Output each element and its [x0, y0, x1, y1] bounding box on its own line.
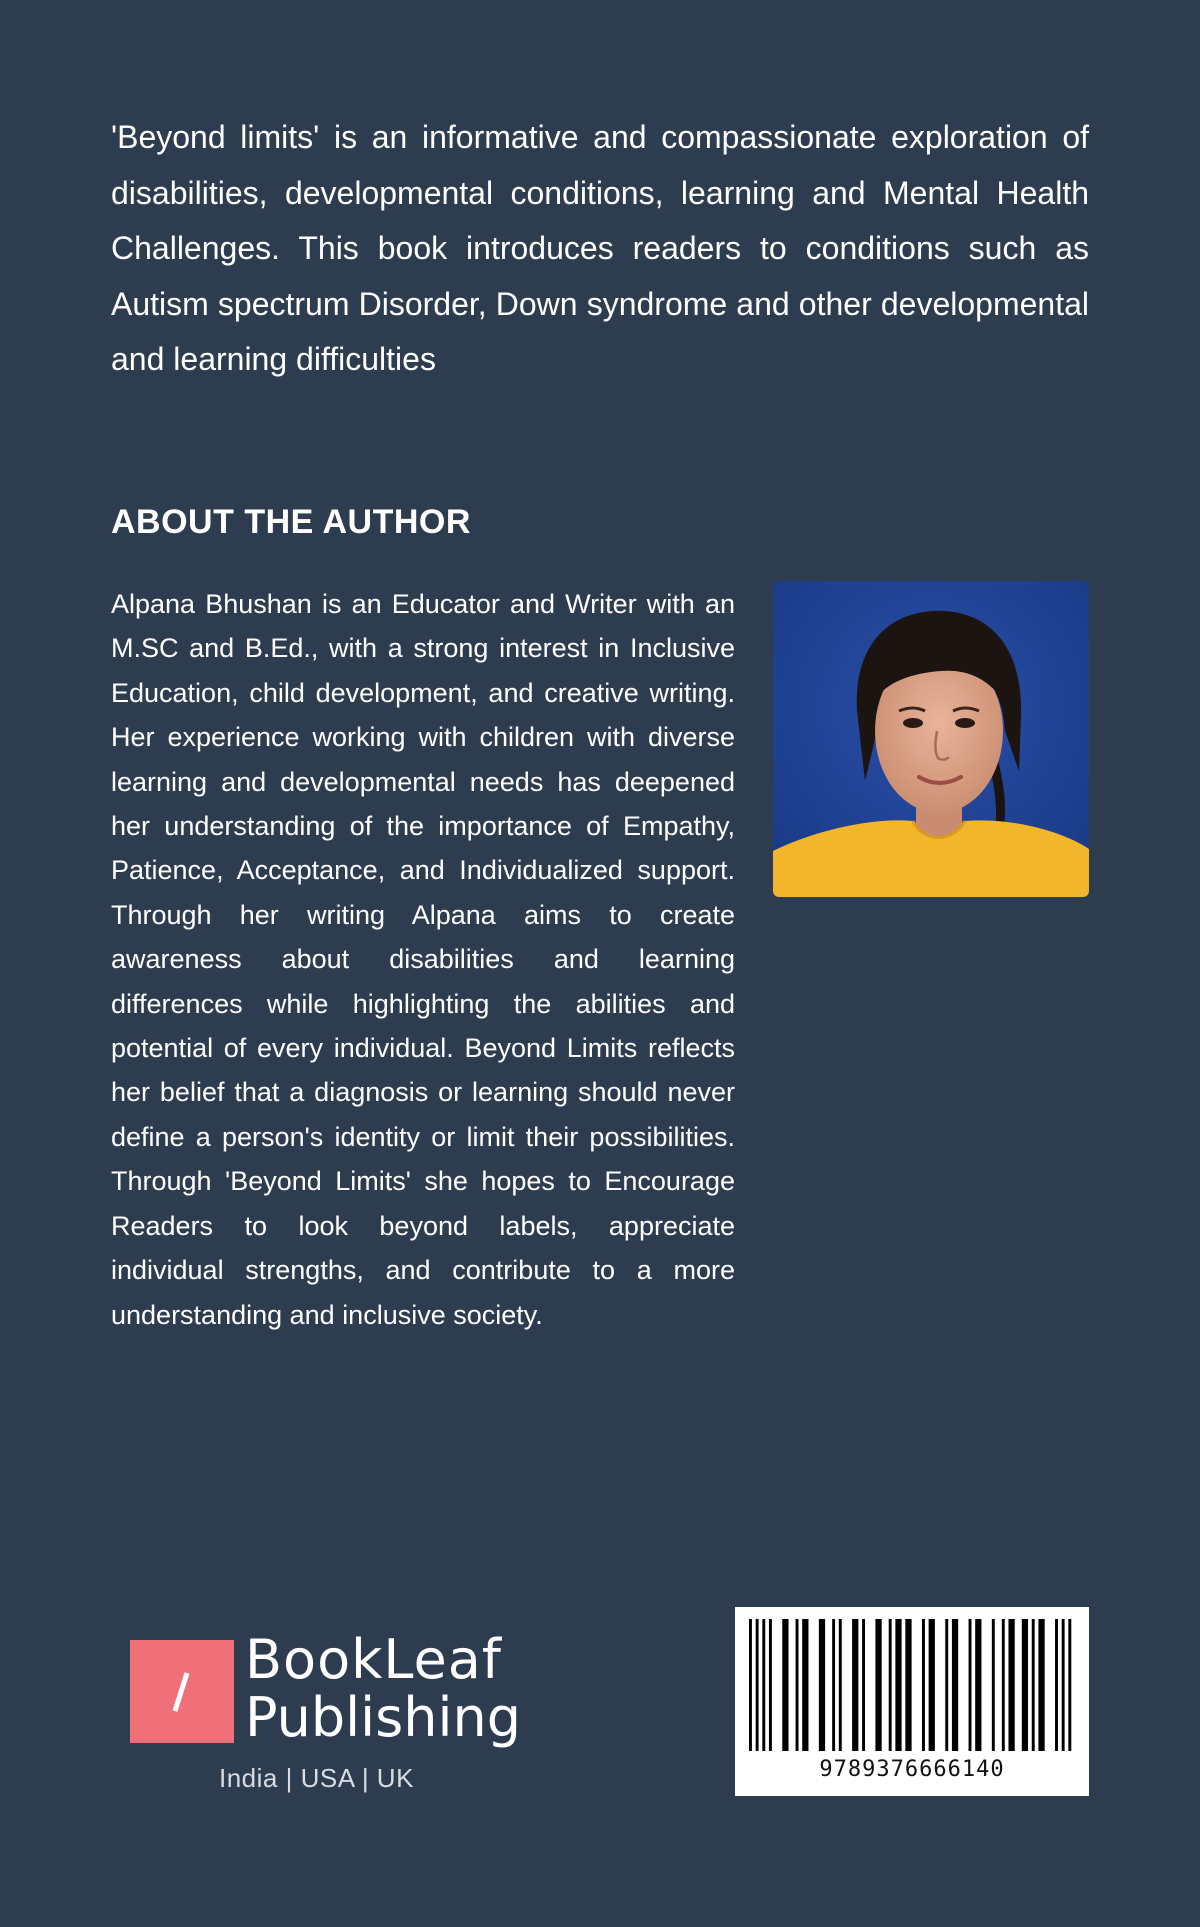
barcode-bars	[735, 1607, 1089, 1757]
barcode-bar	[952, 1619, 958, 1751]
publisher-regions: India | USA | UK	[219, 1763, 414, 1793]
barcode-bar	[832, 1619, 835, 1751]
slash-icon	[130, 1640, 234, 1743]
barcode-bar	[1038, 1619, 1044, 1751]
barcode-bar	[929, 1619, 935, 1751]
barcode-bar	[1032, 1619, 1035, 1751]
barcode-bar	[895, 1619, 901, 1751]
barcode-bar	[1022, 1619, 1028, 1751]
barcode-bar	[769, 1619, 772, 1751]
barcode-bar	[975, 1619, 981, 1751]
barcode-bar	[1062, 1619, 1065, 1751]
barcode-bar	[992, 1619, 995, 1751]
barcode-bar	[1068, 1619, 1071, 1751]
barcode-bar	[1008, 1619, 1014, 1751]
publisher-name-line2: Publishing	[245, 1686, 521, 1749]
publisher-name-line1: BookLeaf	[245, 1628, 502, 1691]
barcode-bar	[819, 1619, 825, 1751]
barcode-bar	[756, 1619, 759, 1751]
about-author-heading: ABOUT THE AUTHOR	[111, 503, 471, 541]
barcode-bar	[905, 1619, 911, 1751]
bookleaf-logo-mark	[130, 1640, 234, 1743]
book-blurb: 'Beyond limits' is an informative and compassionate exploration of disabilities, developmental conditions, learning and Mental Health Challenges. This book introduces readers to conditions such as Autism spectrum Disorder, Down syndrome and other developmental and learning difficulties	[111, 119, 1089, 377]
barcode-bar	[1055, 1619, 1058, 1751]
barcode-bar	[969, 1619, 972, 1751]
barcode-bar	[945, 1619, 948, 1751]
barcode-bar	[839, 1619, 842, 1751]
barcode-bar	[889, 1619, 892, 1751]
barcode-bar	[762, 1619, 765, 1751]
barcode-bar	[796, 1619, 799, 1751]
barcode-bar	[922, 1619, 925, 1751]
barcode-bar	[1002, 1619, 1005, 1751]
barcode-bar	[749, 1619, 752, 1751]
isbn-barcode	[735, 1607, 1089, 1796]
author-photo	[773, 581, 1089, 897]
barcode-bar	[802, 1619, 808, 1751]
barcode-bar	[875, 1619, 881, 1751]
barcode-bar	[852, 1619, 858, 1751]
barcode-bar	[862, 1619, 865, 1751]
barcode-bar	[782, 1619, 788, 1751]
publisher-name	[245, 1628, 535, 1749]
author-bio: Alpana Bhushan is an Educator and Writer with an M.SC and B.Ed., with a strong interest in Inclusive Education, child development, and creative writing. Her experience working with children with diverse learning and developmental needs has deepened her understanding of the importance of Empathy, Patience, Acceptance, and Individualized support. Through her writing Alpana aims to create awareness about disabilities and learning differences while highlighting the abilities and potential of every individual. Beyond Limits reflects her belief that a diagnosis or learning should never define a person's identity or limit their possibilities. Through 'Beyond Limits' she hopes to Encourage Readers to look beyond labels, appreciate individual strengths, and contribute to a more understanding and inclusive society.	[111, 589, 735, 1330]
isbn-number: 9789376666140	[819, 1757, 1005, 1782]
